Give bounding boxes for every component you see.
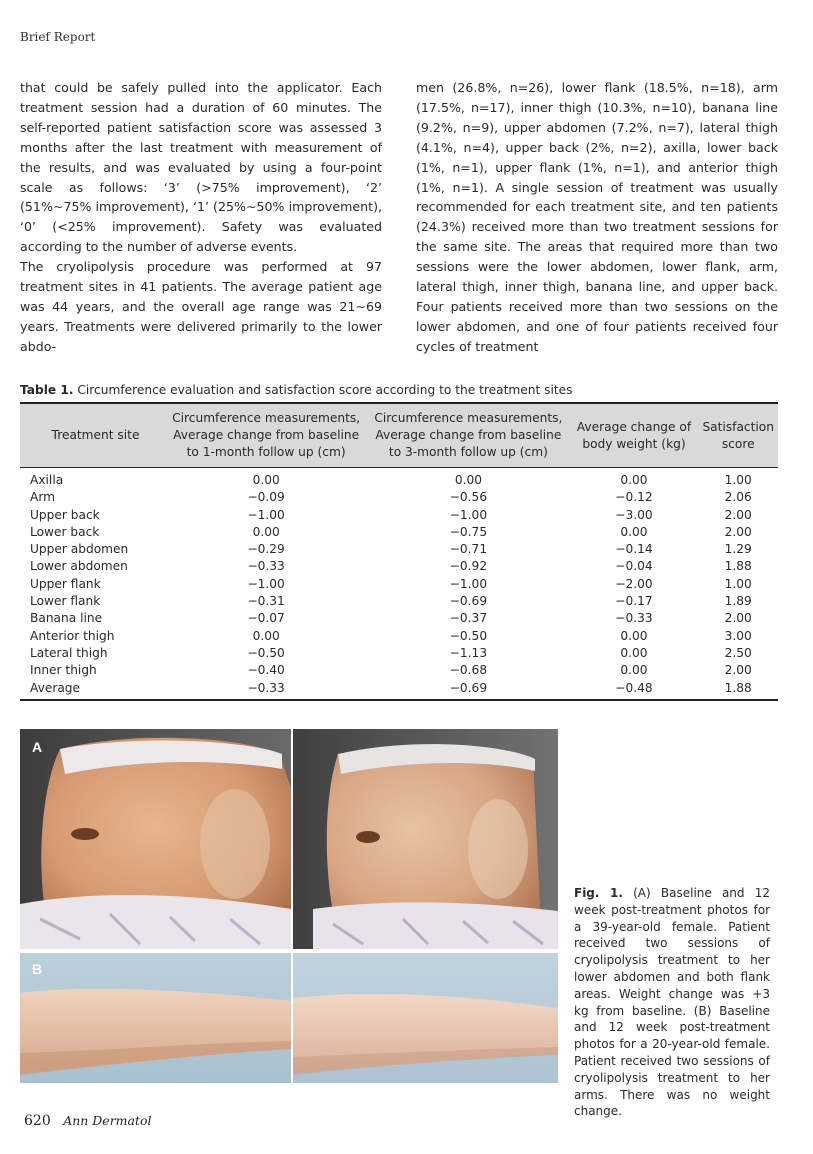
cell-weight: 0.00	[620, 473, 648, 487]
cell-site: Upper back	[30, 507, 100, 522]
table-header-row	[20, 403, 778, 468]
cell-m3: −0.69	[449, 594, 488, 609]
table-caption-label: Table 1.	[20, 383, 74, 397]
cell-weight: −0.04	[615, 559, 653, 574]
body-paragraph: The cryolipolysis procedure was performed at 97 treatment sites in 41 patients. The average patient age was 44 years, and the overall age range was 21∼69 years. Treatments were delivered primarily to the lower abdo-	[20, 259, 382, 354]
body-column-left	[20, 78, 382, 357]
figure-caption	[574, 885, 770, 1120]
panel-label-a: A	[32, 739, 43, 755]
cell-m3: −0.69	[367, 680, 569, 700]
abdomen-baseline-image	[20, 729, 291, 949]
table-row	[20, 610, 778, 627]
body-paragraph: men (26.8%, n=26), lower flank (18.5%, n=18), arm (17.5%, n=17), inner thigh (10.3%, n=10), banana line (9.2%, n=9), upper abdomen (7.2%, n=7), lateral thigh (4.1%, n=4), upper back (2%, n=2), axilla, lower back (1%, n=1), upper flank (1%, n=1), and anterior thigh (1%, n=1). A single session of treatment was usually recommended for each treatment site, and ten patients (24.3%) received more than two treatment sessions for the same site. The areas that required more than two sessions were the lower abdomen, lower flank, arm, lateral thigh, inner thigh, banana line, and upper back. Four patients received more than two sessions on the lower abdomen, and one of four patients received four cycles of treatment	[416, 80, 778, 354]
abdomen-post-image	[293, 729, 558, 949]
figure-caption-text: (A) Baseline and 12 week post-treatment photos for a 39-year-old female. Patient received two sessions of cryolipolysis treatment to her lower abdomen and both flank areas. Weight change was +3 kg from baseline. (B) Baseline and 12 week post-treatment photos for a 20-year-old female. Patient received two sessions of cryolipolysis treatment to her arms. There was no weight change.	[574, 886, 770, 1119]
photo-arm-baseline	[20, 953, 291, 1083]
cell-weight: −0.33	[615, 611, 653, 626]
cell-score: 1.00	[724, 576, 752, 591]
figure-caption-label: Fig. 1.	[574, 886, 623, 900]
cell-weight: 0.00	[620, 663, 648, 678]
cell-site: Lower flank	[30, 594, 101, 609]
photo-abdomen-post	[293, 729, 558, 949]
table-row	[20, 507, 778, 524]
cell-m3: −0.71	[449, 542, 488, 557]
cell-m3: −0.75	[449, 524, 488, 539]
table-row	[20, 558, 778, 575]
page-footer	[24, 1113, 152, 1129]
table-row	[20, 489, 778, 506]
cell-weight: 0.00	[620, 524, 648, 539]
body-column-right	[416, 78, 778, 357]
cell-site: Average	[20, 680, 165, 700]
header-circ-3month: Circumference measurements, Average change from baseline to 3-month follow up (cm)	[367, 403, 569, 468]
running-head: Brief Report	[20, 30, 96, 44]
cell-score: 1.89	[724, 594, 752, 609]
cell-weight: −2.00	[615, 576, 653, 591]
table-row	[20, 628, 778, 645]
table-row	[20, 541, 778, 558]
header-satisfaction: Satisfaction score	[698, 403, 778, 468]
table-row	[20, 576, 778, 593]
cell-weight: −3.00	[615, 507, 653, 522]
cell-site: Lower abdomen	[30, 559, 128, 574]
cell-m3: −1.00	[449, 576, 488, 591]
cell-site: Lateral thigh	[30, 645, 108, 660]
cell-m3: 0.00	[454, 473, 482, 487]
cell-m1: −0.31	[247, 594, 285, 609]
table-row	[20, 593, 778, 610]
cell-m3: −0.50	[449, 628, 488, 643]
cell-site: Anterior thigh	[30, 628, 115, 643]
cell-weight: 0.00	[620, 645, 648, 660]
cell-weight: −0.48	[570, 680, 699, 700]
cell-score: 2.00	[724, 524, 752, 539]
cell-weight: 0.00	[620, 628, 648, 643]
cell-m1: −1.00	[247, 576, 285, 591]
cell-m1: −0.29	[247, 542, 285, 557]
cell-m1: 0.00	[252, 524, 280, 539]
panel-label-b: B	[32, 961, 43, 977]
cell-m1: −0.09	[247, 490, 285, 505]
cell-score: 2.50	[724, 645, 752, 660]
cell-site: Axilla	[30, 473, 64, 487]
cell-score: 1.00	[724, 473, 752, 487]
cell-m3: −0.68	[449, 663, 488, 678]
table-caption	[20, 383, 573, 397]
arm-baseline-image	[20, 953, 291, 1083]
table-row	[20, 680, 778, 700]
table-row	[20, 524, 778, 541]
header-treatment-site: Treatment site	[20, 403, 165, 468]
cell-score: 3.00	[724, 628, 752, 643]
cell-site: Lower back	[30, 524, 100, 539]
cell-score: 1.29	[724, 542, 752, 557]
cell-site: Inner thigh	[30, 663, 97, 678]
cell-m3: −1.13	[449, 645, 488, 660]
cell-weight: −0.14	[615, 542, 653, 557]
cell-m1: −0.33	[247, 559, 285, 574]
cell-weight: −0.17	[615, 594, 653, 609]
photo-arm-post	[293, 953, 558, 1083]
header-circ-1month: Circumference measurements, Average change from baseline to 1-month follow up (cm)	[165, 403, 367, 468]
cell-score: 2.00	[724, 611, 752, 626]
cell-m1: −1.00	[247, 507, 285, 522]
cell-m3: −0.56	[449, 490, 488, 505]
table-row	[20, 662, 778, 679]
cell-score: 1.88	[698, 680, 778, 700]
cell-m1: −0.07	[247, 611, 285, 626]
cell-score: 2.06	[724, 490, 752, 505]
cell-m1: −0.33	[165, 680, 367, 700]
cell-m1: −0.50	[247, 645, 285, 660]
table-row	[20, 468, 778, 490]
page-number: 620	[24, 1113, 51, 1129]
cell-m1: −0.40	[247, 663, 285, 678]
cell-m3: −0.92	[449, 559, 488, 574]
header-weight-change: Average change of body weight (kg)	[570, 403, 699, 468]
body-paragraph: that could be safely pulled into the applicator. Each treatment session had a duration of 60 minutes. The self-reported patient satisfaction score was assessed 3 months after the last treatment with measurement of the results, and was evaluated by using a four-point scale as follows: ‘3’ (>75% improvement), ‘2’ (51%∼75% improvement), ‘1’ (25%∼50% improvement), ‘0’ (<25% improvement). Safety was evaluated according to the number of adverse events.	[20, 80, 382, 255]
cell-score: 2.00	[724, 663, 752, 678]
cell-weight: −0.12	[615, 490, 653, 505]
cell-site: Arm	[30, 490, 56, 505]
cell-site: Banana line	[30, 611, 103, 626]
cell-site: Upper abdomen	[30, 542, 129, 557]
arm-post-image	[293, 953, 558, 1083]
cell-m3: −1.00	[449, 507, 488, 522]
cell-site: Upper flank	[30, 576, 101, 591]
journal-name: Ann Dermatol	[63, 1113, 152, 1128]
cell-m3: −0.37	[449, 611, 488, 626]
cell-m1: 0.00	[252, 473, 280, 487]
table-row	[20, 645, 778, 662]
cell-score: 1.88	[724, 559, 752, 574]
table-caption-text: Circumference evaluation and satisfaction score according to the treatment sites	[77, 383, 573, 397]
results-table	[20, 402, 778, 701]
cell-m1: 0.00	[252, 628, 280, 643]
cell-score: 2.00	[724, 507, 752, 522]
photo-abdomen-baseline	[20, 729, 291, 949]
